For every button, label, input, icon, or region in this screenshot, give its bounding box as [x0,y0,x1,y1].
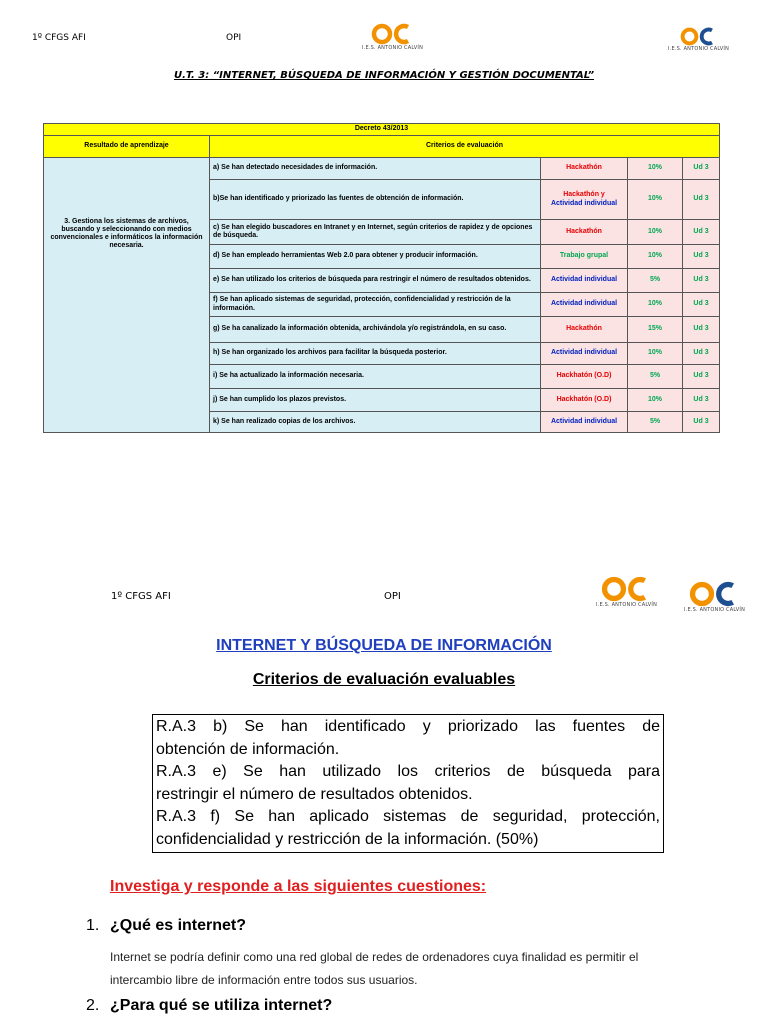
unidad-cell: Ud 3 [683,245,720,269]
unidad-cell: Ud 3 [683,158,720,180]
ra-criteria-box [152,714,664,853]
actividad-cell [541,412,628,433]
unidad-cell: Ud 3 [683,317,720,343]
percentage-cell: 10% [628,220,683,245]
actividad-label: Hackathón [566,164,602,172]
decreto-table [43,123,720,433]
ra-line: confidencialidad y restricción de la información. (50%) [156,830,539,848]
page2-header-left: 1º CFGS AFI [111,591,171,602]
actividad-cell [541,343,628,365]
unidad-cell: Ud 3 [683,365,720,389]
actividad-label: Actividad individual [550,276,618,284]
actividad-cell [541,269,628,293]
actividad-label: Actividad individual [550,300,618,308]
unidad-cell: Ud 3 [683,269,720,293]
percentage-cell: 15% [628,317,683,343]
page2-header-center: OPI [384,591,401,602]
criterio-cell: k) Se han realizado copias de los archivos. [210,412,541,433]
criterio-cell: g) Se ha canalizado la información obtenida, archivándola y/o registrándola, en su caso. [210,317,541,343]
ra-line: R.A.3 b) Se han identificado y priorizado las fuentes de [156,718,660,735]
criterio-cell: f) Se han aplicado sistemas de seguridad, protección, confidencialidad y restricción de la información. [210,293,541,317]
page2-logo-center [596,576,657,608]
percentage-cell: 5% [628,269,683,293]
criterio-cell: j) Se han cumplido los plazos previstos. [210,389,541,412]
page1-logo-center [362,23,423,51]
actividad-label: Actividad individual [550,349,618,357]
criterio-cell: i) Se ha actualizado la información necesaria. [210,365,541,389]
ac-logo-icon [677,27,721,46]
question-text: ¿Para qué se utiliza internet? [110,997,333,1014]
page1-header-left: 1º CFGS AFI [32,33,86,43]
actividad-cell [541,293,628,317]
actividad-label-secondary: Actividad individual [550,199,618,207]
page1-logo-right [668,27,729,52]
percentage-cell: 5% [628,412,683,433]
actividad-label: Hackhatón (O.D) [556,372,612,380]
logo-caption: I.E.S. ANTONIO CALVÍN [362,45,424,51]
question-1 [86,917,246,935]
col-resultado-header: Resultado de aprendizaje [44,136,210,158]
actividad-cell [541,389,628,412]
actividad-cell [541,220,628,245]
actividad-label: Hackathón [566,227,602,235]
percentage-cell: 10% [628,158,683,180]
criterio-cell: c) Se han elegido buscadores en Intranet y en Internet, según criterios de rapidez y de opciones de búsqueda. [210,220,541,245]
percentage-cell: 10% [628,245,683,269]
logo-caption: I.E.S. ANTONIO CALVÍN [596,602,658,608]
actividad-label: Actividad individual [550,417,618,425]
question-text: ¿Qué es internet? [110,917,247,934]
percentage-cell: 5% [628,365,683,389]
question-number: 2. [86,997,100,1014]
percentage-cell: 10% [628,343,683,365]
page1-header-center: OPI [226,33,242,43]
unidad-cell: Ud 3 [683,389,720,412]
ra-line: restringir el número de resultados obtenidos. [156,785,473,803]
ra-line: R.A.3 f) Se han aplicado sistemas de seguridad, protección, [156,808,660,825]
page2-logo-right [684,581,745,613]
unidad-cell: Ud 3 [683,220,720,245]
criterio-cell: e) Se han utilizado los criterios de búsqueda para restringir el número de resultados obtenidos. [210,269,541,293]
criterio-cell: a) Se han detectado necesidades de información. [210,158,541,180]
actividad-label: Hackathón y [563,191,605,199]
criterios-body [44,158,720,433]
ac-logo-icon [685,581,745,607]
col-criterios-header: Criterios de evaluación [210,136,720,158]
unidad-cell: Ud 3 [683,180,720,220]
logo-caption: I.E.S. ANTONIO CALVÍN [684,607,746,613]
unidad-cell: Ud 3 [683,412,720,433]
unidad-cell: Ud 3 [683,343,720,365]
section-subheading: Criterios de evaluación evaluables [252,671,516,688]
actividad-cell [541,365,628,389]
actividad-cell [541,245,628,269]
question-number: 1. [86,917,100,934]
actividad-label: Trabajo grupal [559,252,609,260]
ra-line: R.A.3 e) Se han utilizado los criterios de búsqueda para [156,763,660,780]
criterio-cell: h) Se han organizado los archivos para facilitar la búsqueda posterior. [210,343,541,365]
criterio-cell: d) Se han empleado herramientas Web 2.0 para obtener y producir información. [210,245,541,269]
ac-logo-icon [597,576,657,602]
criterio-cell: b)Se han identificado y priorizado las fuentes de obtención de información. [210,180,541,220]
logo-caption: I.E.S. ANTONIO CALVÍN [668,46,730,52]
percentage-cell: 10% [628,389,683,412]
question-2 [86,997,332,1015]
investiga-heading: Investiga y responde a las siguientes cuestiones: [110,878,487,895]
resultado-aprendizaje-cell: 3. Gestiona los sistemas de archivos, buscando y seleccionando con medios convencionales e informáticos la información necesaria. [44,158,210,433]
criterio-row [44,158,720,180]
percentage-cell: 10% [628,180,683,220]
actividad-cell [541,158,628,180]
percentage-cell: 10% [628,293,683,317]
actividad-cell [541,317,628,343]
actividad-cell [541,180,628,220]
actividad-label: Hackhatón (O.D) [556,395,612,403]
answer-1: Internet se podría definir como una red global de redes de ordenadores cuya finalidad es permitir el intercambio libre de información entre todos sus usuarios. [110,950,639,987]
page-title: U.T. 3: “INTERNET, BÚSQUEDA DE INFORMACIÓN Y GESTIÓN DOCUMENTAL” [173,70,595,81]
section-heading: INTERNET Y BÚSQUEDA DE INFORMACIÓN [216,637,552,654]
actividad-label: Hackathón [566,325,602,333]
unidad-cell: Ud 3 [683,293,720,317]
ac-logo-icon [368,23,418,45]
decreto-header: Decreto 43/2013 [44,124,720,136]
ra-line: obtención de información. [156,740,340,758]
